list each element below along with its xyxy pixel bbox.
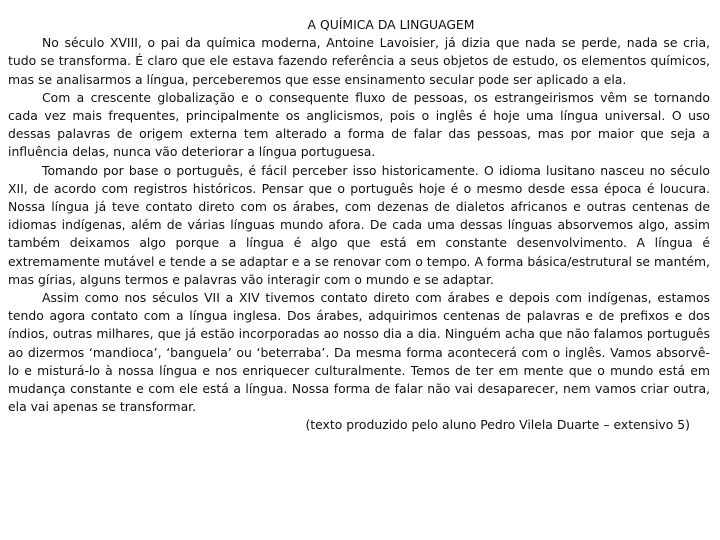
document-title: A QUÍMICA DA LINGUAGEM (307, 17, 475, 32)
paragraph-1: No século XVIII, o pai da química moderna, Antoine Lavoisier, já dizia que nada se perde, nada se cria, tudo se transforma. É claro que ele estava fazendo referência a seus objetos de estudo, os elementos químicos, mas se analisarmos a língua, perceberemos que esse ensinamento secular pode ser aplicado a ela. (8, 35, 710, 87)
paragraph-4: Assim como nos séculos VII a XIV tivemos contato direto com árabes e depois com indígenas, estamos tendo agora contato com a língua inglesa. Dos árabes, adquirimos centenas de palavras e de prefixos e dos índios, outras milhares, que já estão incorporadas ao nosso dia a dia. Ninguém acha que não falamos português ao dizermos ‘mandioca’, ‘banguela’ ou ‘beterraba’. Da mesma forma acontecerá com o inglês. Vamos absorvê-lo e misturá-lo à nossa língua e nos enriquecer culturalmente. Temos de ter em mente que o mundo está em mudança constante e com ele está a língua. Nossa forma de falar não vai desaparecer, nem vamos criar outra, ela vai apenas se transformar. (8, 290, 710, 415)
paragraph-2: Com a crescente globalização e o consequente fluxo de pessoas, os estrangeirismos vêm se tornando cada vez mais frequentes, principalmente os anglicismos, pois o inglês é hoje uma língua universal. O uso dessas palavras de origem externa tem alterado a forma de falar das pessoas, mas por maior que seja a influência delas, nunca vão deteriorar a língua portuguesa. (8, 89, 710, 160)
paragraph-3: Tomando por base o português, é fácil perceber isso historicamente. O idioma lusitano nasceu no século XII, de acordo com registros históricos. Pensar que o português hoje é o mesmo desde essa época é loucura. Nossa língua já teve contato direto com os árabes, com dezenas de dialetos africanos e outras centenas de idiomas indígenas, além de várias línguas mundo afora. De cada uma dessas línguas absorvemos algo, assim também deixamos algo porque a língua é algo que está em constante desenvolvimento. A língua é extremamente mutável e tende a se adaptar e a se renovar com o tempo. A forma básica/estrutural se mantém, mas gírias, alguns termos e palavras vão interagir com o mundo e se adaptar. (8, 162, 710, 287)
author-signature: (texto produzido pelo aluno Pedro Vilela Duarte – extensivo 5) (305, 417, 690, 433)
